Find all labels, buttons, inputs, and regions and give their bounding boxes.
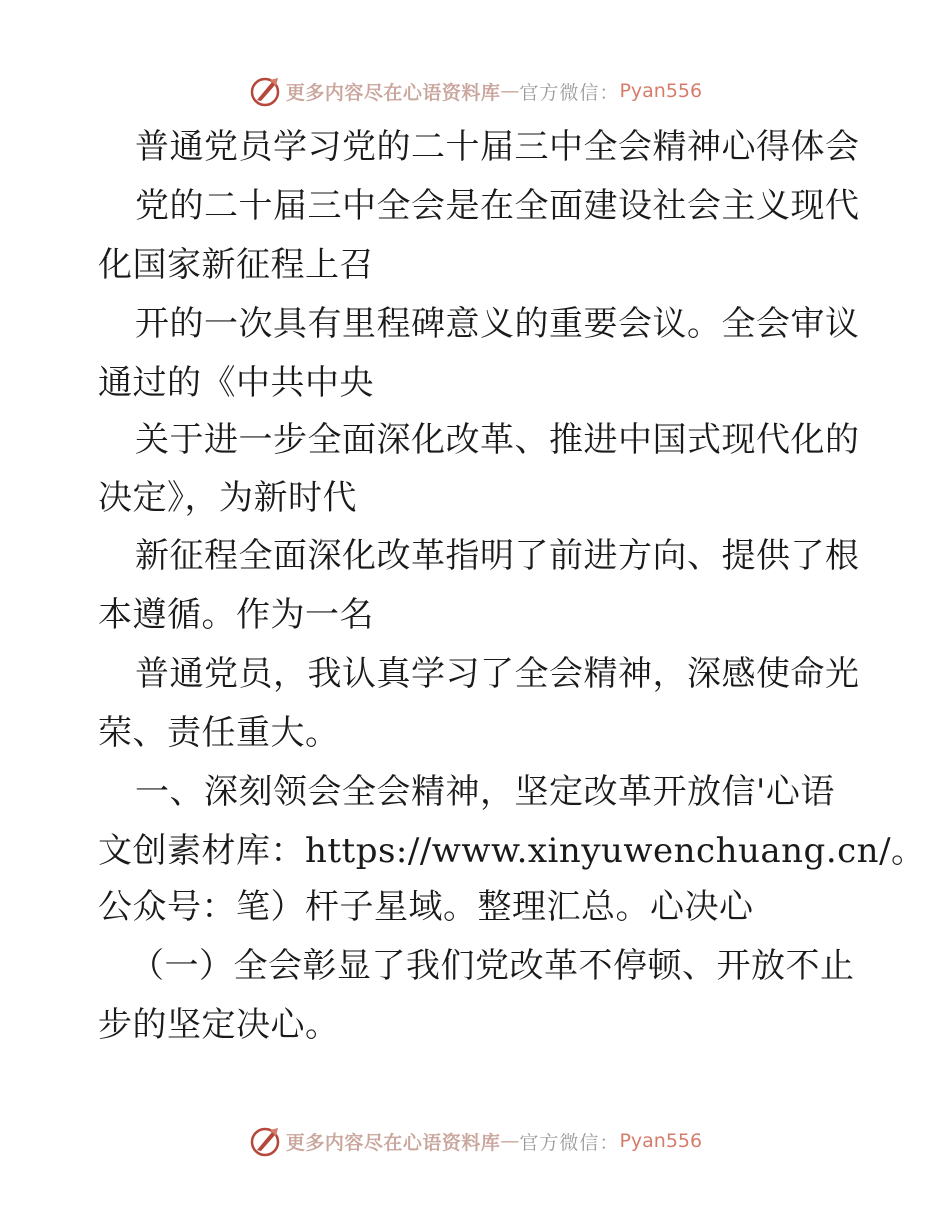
text-line: 化国家新征程上召 [98, 245, 374, 285]
text-line: 新征程全面深化改革指明了前进方向、提供了根 [135, 536, 860, 576]
watermark-wechat-id: Pyan556 [619, 1130, 703, 1152]
watermark-dash: — [500, 1130, 520, 1152]
text-line: 普通党员，我认真学习了全会精神，深感使命光 [135, 654, 860, 694]
watermark-wechat-id: Pyan556 [619, 80, 703, 102]
text-line: 通过的《中共中央 [98, 363, 374, 403]
header-watermark [0, 71, 950, 111]
subsection-heading: （一）全会彰显了我们党改革不停顿、开放不止 [130, 946, 855, 986]
text-line: 步的坚定决心。 [98, 1005, 340, 1045]
watermark-dash: — [500, 80, 520, 102]
text-line: 党的二十届三中全会是在全面建设社会主义现代 [135, 186, 860, 226]
text-line: 开的一次具有里程碑意义的重要会议。全会审议 [135, 304, 860, 344]
quill-logo-icon [248, 1124, 282, 1158]
watermark-label: 官方微信： [519, 81, 620, 104]
text-line: 决定》，为新时代 [98, 478, 357, 518]
text-line: 公众号：笔）杆子星域。整理汇总。心决心 [98, 887, 754, 927]
text-line: 关于进一步全面深化改革、推进中国式现代化的 [135, 420, 860, 460]
footer-watermark [0, 1121, 950, 1161]
text-line: 文创素材库：https://www.xinyuwenchuang.cn/。 [98, 831, 926, 871]
watermark-label: 官方微信： [519, 1131, 620, 1154]
quill-logo-icon [248, 74, 282, 108]
document-title: 普通党员学习党的二十届三中全会精神心得体会 [135, 127, 860, 167]
text-line: 荣、责任重大。 [98, 713, 340, 753]
text-line: 本遵循。作为一名 [98, 595, 374, 635]
watermark-main-text: 更多内容尽在心语资料库 [285, 1131, 501, 1154]
section-heading: 一、深刻领会全会精神，坚定改革开放信'心语 [135, 772, 835, 812]
watermark-main-text: 更多内容尽在心语资料库 [285, 81, 501, 104]
